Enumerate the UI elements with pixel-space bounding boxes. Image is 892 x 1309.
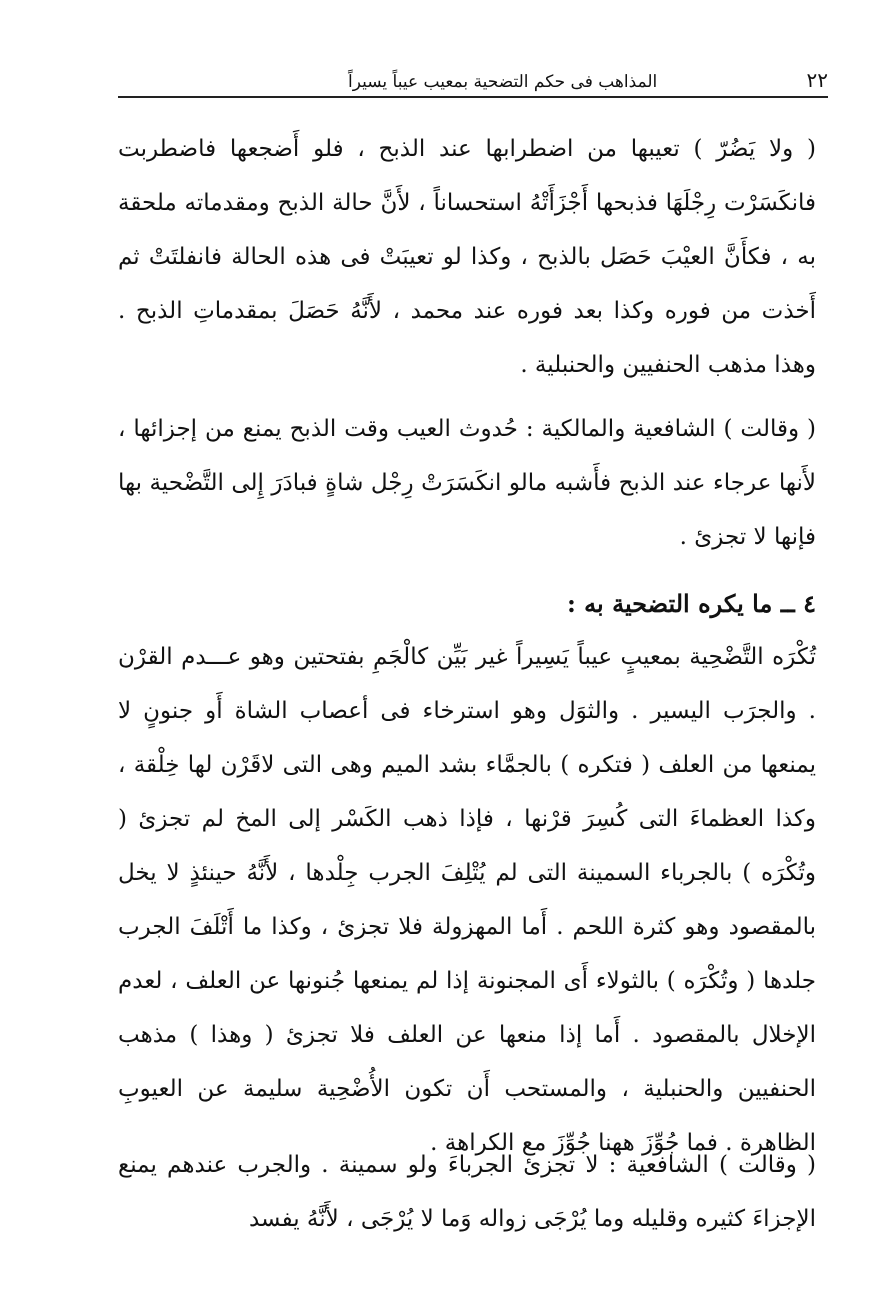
paragraph-1: ( ولا يَضُرّ ) تعيبها من اضطرابها عند الذبح ، فلو أَضجعها فاضطربت فانكَسَرْت رِجْلَهَا فذبحها أَجْزَأَتْهُ استحساناً ، لأَنَّ حالة الذبح ومقدماته ملحقة به ، فكأَنَّ العيْبَ حَصَل بالذبح ، وكذا لو تعيبَتْ فى هذه الحالة فانفلتَتْ ثم أَخذت من فوره وكذا بعد فوره عند محمد ، لأَنَّهُ حَصَلَ بمقدماتِ الذبح . وهذا مذهب الحنفيين والحنبلية . [118,136,816,378]
section-heading: ٤ ــ ما يكره التضحية به : [566,589,816,618]
running-header [118,58,828,98]
page-number: ٢٢ [806,68,828,92]
paragraph-4: ( وقالت ) الشافعية : لا تجزئ الجرباءَ ولو سمينة . والجرب عندهم يمنع الإجزاءَ كثيره وقليله وما يُرْجَى زواله وَما لا يُرْجَى ، لأَنَّهُ يفسد [118,1152,816,1232]
running-title: المذاهب فى حكم التضحية بمعيب عيباً يسيراً [348,72,658,92]
paragraph-3: تُكْرَه التَّضْحِية بمعيبٍ عيباً يَسِيراً غير بَيِّن كالْجَمِ بفتحتين وهو عـــدم القرْن . والجرَب اليسير . والثوَل وهو استرخاء فى أعصاب الشاة أَو جنونٍ لا يمنعها من العلف ( فتكره ) بالجمَّاء بشد الميم وهى التى لاقَرْن لها خِلْقة ، وكذا العظماءَ التى كُسِرَ قرْنها ، فإذا ذهب الكَسْر إلى المخ لم تجزئ ( وتُكْرَه ) بالجرباء السمينة التى لم يُتْلِفَ الجرب جِلْدها ، لأَنَّهُ حينئذٍ لا يخل بالمقصود وهو كثرة اللحم . أَما المهزولة فلا تجزئ ، وكذا ما أَتْلَفَ الجرب جلدها ( وتُكْرَه ) بالثولاء أَى المجنونة إذا لم يمنعها جُنونها عن العلف ، لعدم الإخلال بالمقصود . أَما إذا منعها عن العلف فلا تجزئ ( وهذا ) مذهب الحنفيين والحنبلية ، والمستحب أَن تكون الأُضْحِية سليمة عن العيوبِ الظاهرة . فما جُوِّزَ ههنا جُوِّزَ مع الكراهة . [118,644,816,1156]
paragraph-2: ( وقالت ) الشافعية والمالكية : حُدوث العيب وقت الذبح يمنع من إجزائها ، لأَنها عرجاء عند الذبح فأَشبه مالو انكَسَرَتْ رِجْل شاةٍ فبادَرَ إِلى التَّضْحية بها فإنها لا تجزئ . [118,416,816,550]
